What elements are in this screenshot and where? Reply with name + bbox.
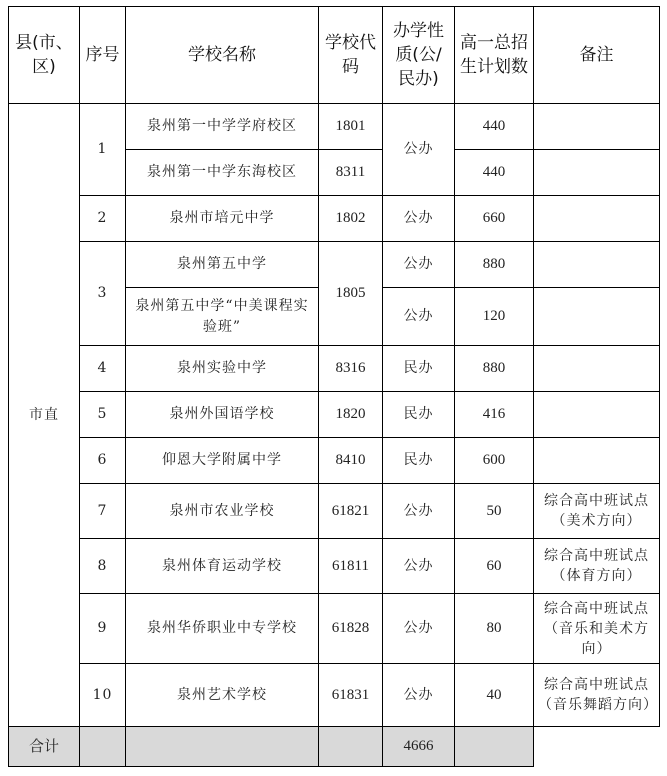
code-cell: 61811 xyxy=(319,539,383,594)
header-type: 办学性质(公/民办) xyxy=(383,7,455,104)
total-plan: 4666 xyxy=(383,727,455,767)
school-cell: 泉州第一中学学府校区 xyxy=(126,104,319,150)
total-row xyxy=(9,727,660,767)
code-cell: 1801 xyxy=(319,104,383,150)
seq-cell: 3 xyxy=(80,242,126,346)
type-cell: 民办 xyxy=(383,346,455,392)
school-cell: 泉州实验中学 xyxy=(126,346,319,392)
type-cell: 公办 xyxy=(383,104,455,196)
note-cell: 综合高中班试点（音乐舞蹈方向） xyxy=(534,664,660,727)
total-label: 合计 xyxy=(9,727,80,767)
code-cell: 1820 xyxy=(319,392,383,438)
school-cell: 泉州市培元中学 xyxy=(126,196,319,242)
table-row xyxy=(9,392,660,438)
school-cell: 泉州艺术学校 xyxy=(126,664,319,727)
note-cell xyxy=(534,346,660,392)
code-cell: 61828 xyxy=(319,594,383,664)
header-code: 学校代码 xyxy=(319,7,383,104)
school-cell: 泉州华侨职业中专学校 xyxy=(126,594,319,664)
table-row xyxy=(9,346,660,392)
seq-cell: 5 xyxy=(80,392,126,438)
plan-cell: 880 xyxy=(455,242,534,288)
seq-cell: 6 xyxy=(80,438,126,484)
type-cell: 公办 xyxy=(383,594,455,664)
table-row xyxy=(9,539,660,594)
type-cell: 公办 xyxy=(383,196,455,242)
school-cell: 仰恩大学附属中学 xyxy=(126,438,319,484)
note-cell: 综合高中班试点（美术方向） xyxy=(534,484,660,539)
type-cell: 公办 xyxy=(383,288,455,346)
note-cell xyxy=(534,150,660,196)
code-cell: 61831 xyxy=(319,664,383,727)
header-county: 县(市、区) xyxy=(9,7,80,104)
seq-cell: 10 xyxy=(80,664,126,727)
note-cell: 综合高中班试点（体育方向） xyxy=(534,539,660,594)
enrollment-table xyxy=(8,6,660,767)
plan-cell: 416 xyxy=(455,392,534,438)
seq-cell: 2 xyxy=(80,196,126,242)
type-cell: 公办 xyxy=(383,539,455,594)
code-cell: 61821 xyxy=(319,484,383,539)
total-type-cell xyxy=(319,727,383,767)
code-cell: 1805 xyxy=(319,242,383,346)
seq-cell: 9 xyxy=(80,594,126,664)
plan-cell: 60 xyxy=(455,539,534,594)
total-note-cell xyxy=(455,727,534,767)
code-cell: 8410 xyxy=(319,438,383,484)
total-code-cell xyxy=(126,727,319,767)
table-row xyxy=(9,594,660,664)
table-row xyxy=(9,664,660,727)
plan-cell: 660 xyxy=(455,196,534,242)
school-cell: 泉州第一中学东海校区 xyxy=(126,150,319,196)
seq-cell: 1 xyxy=(80,104,126,196)
note-cell xyxy=(534,196,660,242)
note-cell xyxy=(534,392,660,438)
type-cell: 民办 xyxy=(383,438,455,484)
code-cell: 1802 xyxy=(319,196,383,242)
seq-cell: 4 xyxy=(80,346,126,392)
plan-cell: 80 xyxy=(455,594,534,664)
header-school: 学校名称 xyxy=(126,7,319,104)
table-row xyxy=(9,196,660,242)
type-cell: 公办 xyxy=(383,664,455,727)
plan-cell: 440 xyxy=(455,150,534,196)
plan-cell: 50 xyxy=(455,484,534,539)
note-cell: 综合高中班试点（音乐和美术方向） xyxy=(534,594,660,664)
plan-cell: 40 xyxy=(455,664,534,727)
table-row xyxy=(9,104,660,150)
school-cell: 泉州第五中学 xyxy=(126,242,319,288)
plan-cell: 440 xyxy=(455,104,534,150)
header-seq: 序号 xyxy=(80,7,126,104)
note-cell xyxy=(534,288,660,346)
table-row xyxy=(9,242,660,288)
type-cell: 民办 xyxy=(383,392,455,438)
code-cell: 8316 xyxy=(319,346,383,392)
header-plan: 高一总招生计划数 xyxy=(455,7,534,104)
plan-cell: 600 xyxy=(455,438,534,484)
seq-cell: 8 xyxy=(80,539,126,594)
school-cell: 泉州外国语学校 xyxy=(126,392,319,438)
plan-cell: 120 xyxy=(455,288,534,346)
table-row xyxy=(9,438,660,484)
header-row xyxy=(9,7,660,104)
note-cell xyxy=(534,104,660,150)
seq-cell: 7 xyxy=(80,484,126,539)
note-cell xyxy=(534,438,660,484)
type-cell: 公办 xyxy=(383,484,455,539)
school-cell: 泉州市农业学校 xyxy=(126,484,319,539)
total-school-cell xyxy=(80,727,126,767)
table-row xyxy=(9,484,660,539)
county-cell: 市直 xyxy=(9,104,80,727)
note-cell xyxy=(534,242,660,288)
plan-cell: 880 xyxy=(455,346,534,392)
school-cell: 泉州体育运动学校 xyxy=(126,539,319,594)
type-cell: 公办 xyxy=(383,242,455,288)
header-note: 备注 xyxy=(534,7,660,104)
code-cell: 8311 xyxy=(319,150,383,196)
school-cell: 泉州第五中学“中美课程实验班” xyxy=(126,288,319,346)
